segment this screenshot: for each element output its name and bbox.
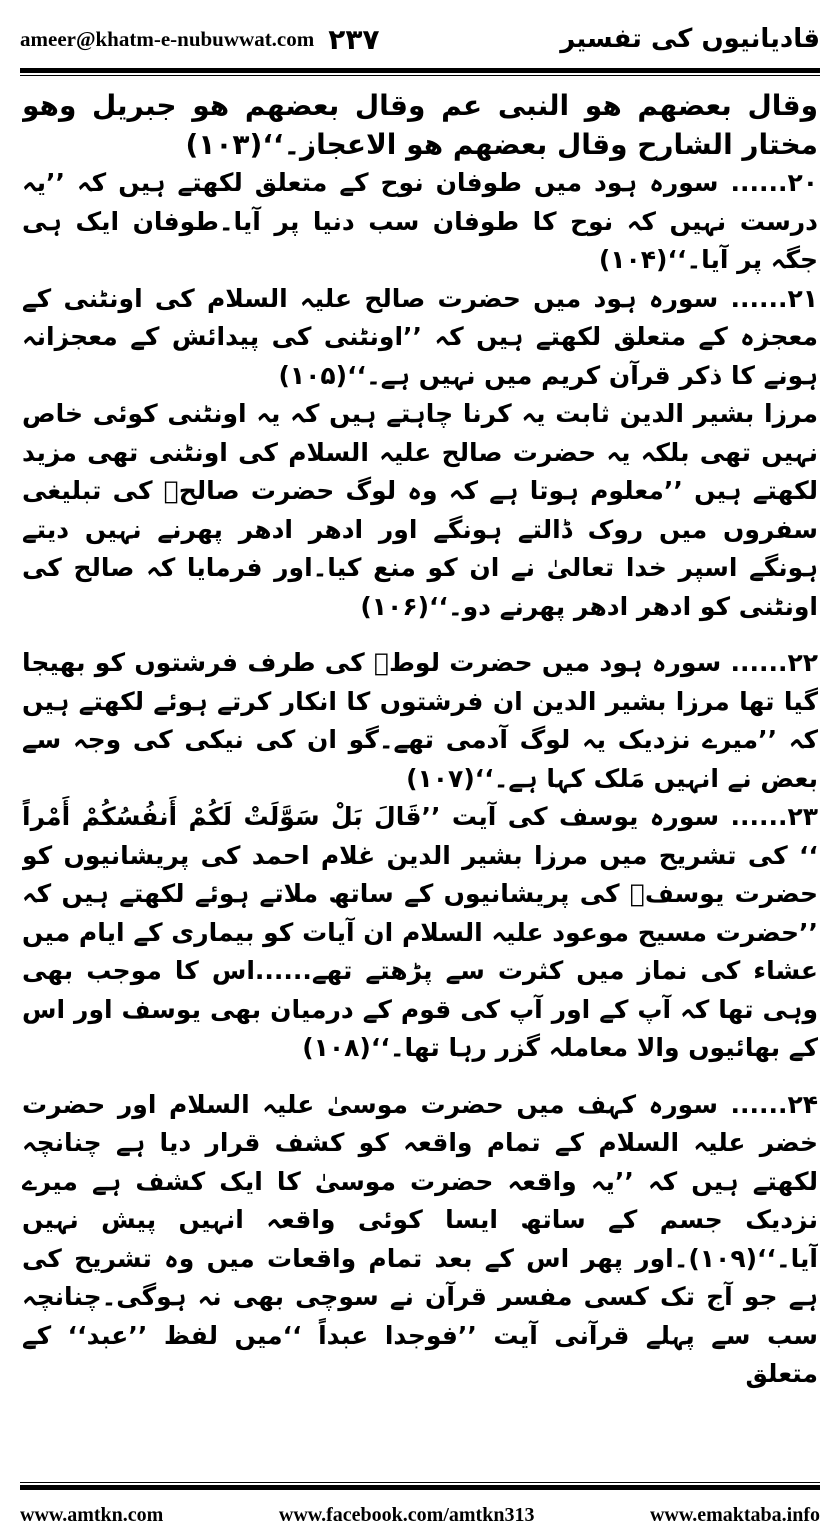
page-footer (20, 1500, 820, 1530)
arabic-quote-paragraph: وقال بعضھم ھو النبی عم وقال بعضھم ھو جبریل وھو مختار الشارح وقال بعضھم ھو الاعجاز۔‘‘(۱۰۳) (22, 89, 818, 161)
page-body (22, 86, 818, 1470)
paragraph-item-22: ۲۲...... سورہ ہود میں حضرت لوطؑ کی طرف فرشتوں کو بھیجا گیا تھا مرزا بشیر الدین ان فرشتوں کا انکار کرتے ہوئے لکھتے ہیں کہ ’’میرے نزدیک یہ لوگ آدمی تھے۔گو ان کی نیکی کی وجہ سے بعض نے انہیں مَلک کہا ہے۔‘‘(۱۰۷) (22, 648, 818, 793)
paragraph-item-20: ۲۰...... سورہ ہود میں طوفان نوح کے متعلق لکھتے ہیں کہ ’’یہ درست نہیں کہ نوح کا طوفان سب دنیا پر آیا۔طوفان ایک ہی جگہ پر آیا۔‘‘(۱۰۴) (22, 168, 818, 274)
footer-link-emaktaba[interactable]: www.emaktaba.info (649, 1503, 820, 1526)
footer-link-facebook[interactable]: www.facebook.com/amtkn313 (278, 1503, 535, 1526)
page-number: ۲۳۷ (328, 22, 380, 56)
header-rule (20, 68, 820, 76)
paragraph-gap (22, 626, 818, 644)
paragraph-item-21: ۲۱...... سورہ ہود میں حضرت صالح علیہ السلام کی اونٹنی کے معجزہ کے متعلق لکھتے ہیں کہ ’’اونٹنی کی پیدائش کے معجزانہ ہونے کا ذکر قرآن کریم میں نہیں ہے۔‘‘(۱۰۵) (22, 283, 818, 390)
page-header (20, 14, 820, 64)
header-email: ameer@khatm-e-nubuwwat.com (20, 26, 315, 51)
paragraph-gap (22, 1068, 818, 1086)
footer-rule (20, 1482, 820, 1490)
paragraph-commentary: مرزا بشیر الدین ثابت یہ کرنا چاہتے ہیں کہ یہ اونٹنی کوئی خاص نہیں تھی بلکہ یہ حضرت صالح علیہ السلام کی اونٹنی تھی مزید لکھتے ہیں ’’معلوم ہوتا ہے کہ وہ لوگ حضرت صالحؑ کی تبلیغی سفروں میں روک ڈالتے ہونگے اور ادھر ادھر پھرنے نہیں دیتے ہونگے اسپر خدا تعالیٰ نے ان کو منع کیا۔اور فرمایا کہ صالح کی اونٹنی کو ادھر ادھر پھرنے دو۔‘‘(۱۰۶) (22, 399, 818, 621)
header-left (20, 23, 380, 56)
book-title: قادیانیوں کی تفسیر (560, 24, 820, 54)
paragraph-item-24: ۲۴...... سورہ کہف میں حضرت موسیٰ علیہ السلام اور حضرت خضر علیہ السلام کے تمام واقعہ کو کشف قرار دیا ہے چنانچہ لکھتے ہیں کہ ’’یہ واقعہ حضرت موسیٰ کا ایک کشف ہے میرے نزدیک جسم کے ساتھ ایسا کوئی واقعہ انہیں پیش نہیں آیا۔‘‘(۱۰۹)۔اور پھر اس کے بعد تمام واقعات میں وہ تشریح کی ہے جو آج تک کسی مفسر قرآن نے سوچی بھی نہ ہوگی۔چنانچہ سب سے پہلے قرآنی آیت ’’فوجدا عبداً ‘‘میں لفظ ’’عبد‘‘ کے متعلق (22, 1089, 818, 1388)
paragraph-item-23: ۲۳...... سورہ یوسف کی آیت ’’قَالَ بَلْ سَوَّلَتْ لَکُمْ أَنفُسُکُمْ أَمْراً ‘‘ کی تشریح میں مرزا بشیر الدین غلام احمد کی پریشانیوں کو حضرت یوسفؑ کی پریشانیوں کے ساتھ ملاتے ہوئے لکھتے ہیں کہ ’’حضرت مسیح موعود علیہ السلام ان آیات کو بیماری کے ایام میں عشاء کی نماز میں کثرت سے پڑھتے تھے......اس کا موجب بھی وہی تھا کہ آپ کے اور آپ کی قوم کے درمیان بھی یوسف اور اس کے بھائیوں والا معاملہ گزر رہا تھا۔‘‘(۱۰۸) (22, 802, 818, 1062)
footer-link-amtkn[interactable]: www.amtkn.com (20, 1503, 164, 1526)
